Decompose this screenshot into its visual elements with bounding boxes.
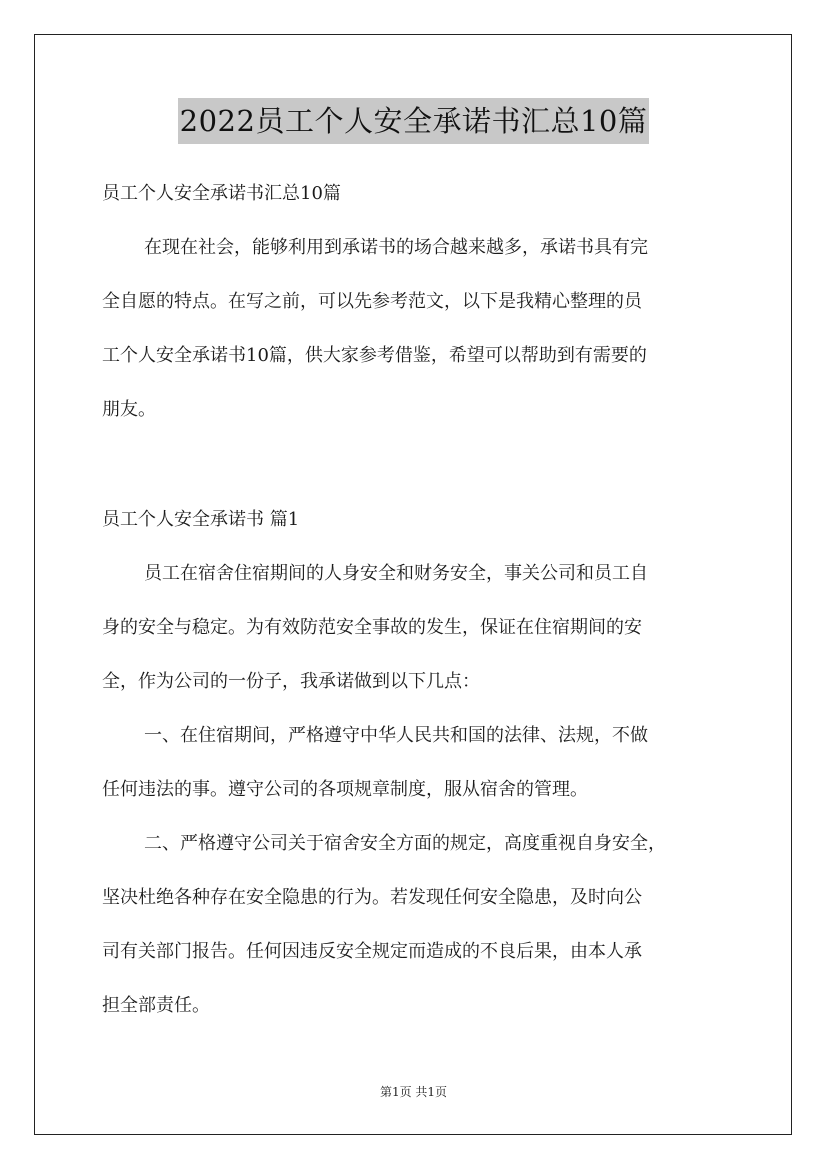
subtitle: 员工个人安全承诺书汇总10篇 <box>102 183 341 204</box>
intro-line-2: 全自愿的特点。在写之前，可以先参考范文，以下是我精心整理的员 <box>102 291 642 312</box>
para2-line-1: 一、在住宿期间，严格遵守中华人民共和国的法律、法规，不做 <box>144 725 648 746</box>
intro-line-1: 在现在社会，能够利用到承诺书的场合越来越多，承诺书具有完 <box>144 237 648 258</box>
para1-line-3: 全，作为公司的一份子，我承诺做到以下几点： <box>102 671 480 692</box>
para1-line-2: 身的安全与稳定。为有效防范安全事故的发生，保证在住宿期间的安 <box>102 617 642 638</box>
document-title: 2022员工个人安全承诺书汇总10篇 <box>178 98 650 144</box>
page-footer: 第1页 共1页 <box>379 1085 448 1099</box>
intro-line-4: 朋友。 <box>102 399 156 420</box>
title-container <box>0 98 827 144</box>
para2-line-2: 任何违法的事。遵守公司的各项规章制度，服从宿舍的管理。 <box>102 779 588 800</box>
para3-line-4: 担全部责任。 <box>102 995 210 1016</box>
intro-line-3: 工个人安全承诺书10篇，供大家参考借鉴，希望可以帮助到有需要的 <box>102 345 647 366</box>
para3-line-2: 坚决杜绝各种存在安全隐患的行为。若发现任何安全隐患，及时向公 <box>102 887 642 908</box>
para1-line-1: 员工在宿舍住宿期间的人身安全和财务安全，事关公司和员工自 <box>144 563 648 584</box>
para3-line-3: 司有关部门报告。任何因违反安全规定而造成的不良后果，由本人承 <box>102 941 642 962</box>
para3-line-1: 二、严格遵守公司关于宿舍安全方面的规定，高度重视自身安全， <box>144 833 666 854</box>
section-heading: 员工个人安全承诺书 篇1 <box>102 509 300 530</box>
